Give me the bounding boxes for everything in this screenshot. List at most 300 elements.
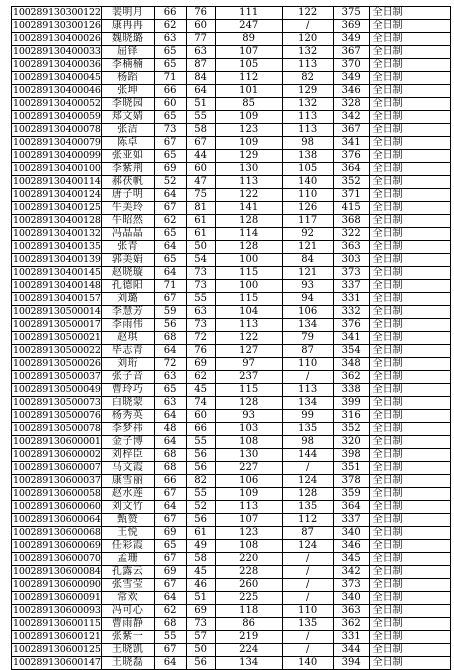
score-1-cell: 71 [154, 280, 186, 293]
candidate-name-cell: 张亚如 [101, 150, 154, 163]
score-2-cell: 51 [186, 592, 215, 605]
score-4-cell: 134 [282, 319, 333, 332]
score-4-cell: 94 [282, 293, 333, 306]
candidate-name-cell: 冯晶晶 [101, 228, 154, 241]
study-type-cell: 全日制 [369, 20, 450, 33]
score-3-cell: 220 [215, 553, 282, 566]
candidate-id-cell: 100289130400099 [13, 150, 101, 161]
study-type-cell: 全日制 [369, 631, 450, 644]
score-4-cell: 105 [282, 163, 333, 176]
candidate-id-cell: 100289130600125 [13, 644, 101, 655]
candidate-name-cell: 李雨伟 [101, 319, 154, 332]
score-2-cell: 63 [186, 306, 215, 319]
table-row [12, 618, 451, 631]
table-row [12, 98, 451, 111]
score-1-cell: 59 [154, 306, 186, 319]
score-2-cell: 45 [186, 566, 215, 579]
score-4-cell: 134 [282, 397, 333, 410]
score-1-cell: 69 [154, 163, 186, 176]
candidate-id-cell: 100289130500073 [13, 397, 101, 408]
score-1-cell: 66 [154, 85, 186, 98]
total-score-cell: 376 [333, 150, 369, 163]
score-4-cell: 120 [282, 33, 333, 46]
score-4-cell: 128 [282, 488, 333, 501]
candidate-id-cell: 100289130600069 [13, 540, 101, 551]
total-score-cell: 316 [333, 410, 369, 423]
score-3-cell: 103 [215, 423, 282, 436]
score-2-cell: 61 [186, 228, 215, 241]
table-row [12, 267, 451, 280]
table-row [12, 592, 451, 605]
total-score-cell: 331 [333, 293, 369, 306]
score-2-cell: 56 [186, 449, 215, 462]
table-row [12, 241, 451, 254]
score-2-cell: 81 [186, 202, 215, 215]
candidate-name-cell: 陈卓 [101, 137, 154, 150]
study-type-cell: 全日制 [369, 228, 450, 241]
score-2-cell: 87 [186, 59, 215, 72]
score-3-cell: 118 [215, 605, 282, 618]
score-2-cell: 72 [186, 332, 215, 345]
score-3-cell: 237 [215, 371, 282, 384]
score-3-cell: 114 [215, 228, 282, 241]
total-score-cell: 373 [333, 579, 369, 592]
score-3-cell: 113 [215, 501, 282, 514]
score-1-cell: 52 [154, 176, 186, 189]
score-2-cell: 60 [186, 163, 215, 176]
table-row [12, 293, 451, 306]
table-row [12, 345, 451, 358]
score-4-cell: / [282, 371, 333, 384]
score-1-cell: 63 [154, 397, 186, 410]
score-1-cell: 60 [154, 98, 186, 111]
candidate-name-cell: 马文霞 [101, 462, 154, 475]
score-2-cell: 73 [186, 280, 215, 293]
score-4-cell: 132 [282, 46, 333, 59]
candidate-name-cell: 王晓磊 [101, 657, 154, 670]
score-3-cell: 108 [215, 436, 282, 449]
score-3-cell: 129 [215, 150, 282, 163]
score-3-cell: 106 [215, 475, 282, 488]
score-3-cell: 111 [215, 7, 282, 20]
table-row [12, 657, 451, 670]
candidate-name-cell: 刘文竹 [101, 501, 154, 514]
total-score-cell: 394 [333, 657, 369, 670]
study-type-cell: 全日制 [369, 137, 450, 150]
candidate-id-cell: 100289130400079 [13, 137, 101, 148]
score-2-cell: 74 [186, 397, 215, 410]
table-row [12, 449, 451, 462]
table-row [12, 631, 451, 644]
table-row [12, 527, 451, 540]
score-2-cell: 69 [186, 605, 215, 618]
candidate-id-cell: 100289130600001 [13, 436, 101, 447]
score-4-cell: 135 [282, 423, 333, 436]
total-score-cell: 337 [333, 280, 369, 293]
score-1-cell: 62 [154, 20, 186, 33]
score-1-cell: 68 [154, 618, 186, 631]
study-type-cell: 全日制 [369, 449, 450, 462]
score-3-cell: 115 [215, 384, 282, 397]
candidate-id-cell: 100289130400114 [13, 176, 101, 187]
score-table-container [11, 6, 451, 670]
total-score-cell: 320 [333, 436, 369, 449]
score-3-cell: 101 [215, 85, 282, 98]
score-2-cell: 52 [186, 501, 215, 514]
score-1-cell: 72 [154, 358, 186, 371]
table-row [12, 514, 451, 527]
total-score-cell: 346 [333, 85, 369, 98]
score-2-cell: 61 [186, 527, 215, 540]
candidate-name-cell: 赵水莲 [101, 488, 154, 501]
candidate-id-cell: 100289130600091 [13, 592, 101, 603]
study-type-cell: 全日制 [369, 280, 450, 293]
score-1-cell: 63 [154, 371, 186, 384]
candidate-id-cell: 100289130400148 [13, 280, 101, 291]
score-1-cell: 65 [154, 540, 186, 553]
table-row [12, 579, 451, 592]
score-4-cell: 122 [282, 7, 333, 20]
study-type-cell: 全日制 [369, 267, 450, 280]
candidate-id-cell: 100289130600090 [13, 579, 101, 590]
table-row [12, 72, 451, 85]
study-type-cell: 全日制 [369, 618, 450, 631]
score-4-cell: 126 [282, 202, 333, 215]
candidate-name-cell: 刘珩 [101, 358, 154, 371]
candidate-id-cell: 100289130400026 [13, 33, 101, 44]
score-4-cell: 93 [282, 280, 333, 293]
score-4-cell: 140 [282, 657, 333, 670]
total-score-cell: 371 [333, 189, 369, 202]
score-1-cell: 67 [154, 514, 186, 527]
candidate-id-cell: 100289130500022 [13, 345, 101, 356]
score-3-cell: 127 [215, 345, 282, 358]
score-2-cell: 61 [186, 215, 215, 228]
candidate-name-cell: 甄赞 [101, 514, 154, 527]
table-row [12, 85, 451, 98]
candidate-id-cell: 100289130500026 [13, 358, 101, 369]
score-2-cell: 51 [186, 98, 215, 111]
score-2-cell: 55 [186, 111, 215, 124]
study-type-cell: 全日制 [369, 306, 450, 319]
score-3-cell: 100 [215, 254, 282, 267]
score-4-cell: 135 [282, 501, 333, 514]
candidate-name-cell: 李慧芳 [101, 306, 154, 319]
candidate-id-cell: 100289130400100 [13, 163, 101, 174]
score-1-cell: 64 [154, 592, 186, 605]
score-1-cell: 71 [154, 72, 186, 85]
score-4-cell: 110 [282, 189, 333, 202]
score-1-cell: 69 [154, 527, 186, 540]
candidate-name-cell: 康雪丽 [101, 475, 154, 488]
score-1-cell: 68 [154, 332, 186, 345]
score-1-cell: 64 [154, 241, 186, 254]
study-type-cell: 全日制 [369, 98, 450, 111]
score-4-cell: 87 [282, 345, 333, 358]
candidate-id-cell: 100289130600064 [13, 514, 101, 525]
score-4-cell: 110 [282, 605, 333, 618]
candidate-id-cell: 100289130500037 [13, 371, 101, 382]
study-type-cell: 全日制 [369, 514, 450, 527]
score-1-cell: 55 [154, 631, 186, 644]
total-score-cell: 373 [333, 267, 369, 280]
score-4-cell: 113 [282, 59, 333, 72]
score-3-cell: 128 [215, 241, 282, 254]
score-1-cell: 65 [154, 384, 186, 397]
score-4-cell: 124 [282, 475, 333, 488]
candidate-name-cell: 刘璐 [101, 293, 154, 306]
candidate-id-cell: 100289130400157 [13, 293, 101, 304]
table-row [12, 202, 451, 215]
score-4-cell: 84 [282, 254, 333, 267]
candidate-name-cell: 魏晓璐 [101, 33, 154, 46]
study-type-cell: 全日制 [369, 293, 450, 306]
total-score-cell: 376 [333, 319, 369, 332]
score-1-cell: 67 [154, 579, 186, 592]
score-2-cell: 60 [186, 410, 215, 423]
total-score-cell: 375 [333, 7, 369, 20]
candidate-name-cell: 刘梓臣 [101, 449, 154, 462]
score-4-cell: 121 [282, 267, 333, 280]
score-3-cell: 122 [215, 189, 282, 202]
score-2-cell: 44 [186, 150, 215, 163]
table-row [12, 163, 451, 176]
score-2-cell: 55 [186, 436, 215, 449]
table-row [12, 189, 451, 202]
table-row [12, 306, 451, 319]
total-score-cell: 352 [333, 423, 369, 436]
score-1-cell: 65 [154, 59, 186, 72]
score-1-cell: 65 [154, 111, 186, 124]
score-2-cell: 55 [186, 293, 215, 306]
score-2-cell: 45 [186, 384, 215, 397]
total-score-cell: 362 [333, 618, 369, 631]
candidate-id-cell: 100289130600037 [13, 475, 101, 486]
score-2-cell: 57 [186, 631, 215, 644]
score-1-cell: 63 [154, 33, 186, 46]
score-4-cell: / [282, 566, 333, 579]
candidate-id-cell: 100289130400139 [13, 254, 101, 265]
candidate-name-cell: 杨蹈 [101, 72, 154, 85]
study-type-cell: 全日制 [369, 7, 450, 20]
candidate-name-cell: 张坤 [101, 85, 154, 98]
score-1-cell: 67 [154, 644, 186, 657]
table-row [12, 397, 451, 410]
score-2-cell: 75 [186, 189, 215, 202]
study-type-cell: 全日制 [369, 345, 450, 358]
candidate-name-cell: 李晓园 [101, 98, 154, 111]
candidate-name-cell: 李楠楠 [101, 59, 154, 72]
score-1-cell: 64 [154, 410, 186, 423]
score-3-cell: 89 [215, 33, 282, 46]
score-1-cell: 65 [154, 254, 186, 267]
candidate-name-cell: 牛美玲 [101, 202, 154, 215]
score-4-cell: 144 [282, 449, 333, 462]
score-2-cell: 60 [186, 20, 215, 33]
score-2-cell: 69 [186, 358, 215, 371]
score-1-cell: 67 [154, 488, 186, 501]
score-4-cell: / [282, 592, 333, 605]
study-type-cell: 全日制 [369, 46, 450, 59]
score-3-cell: 123 [215, 124, 282, 137]
table-row [12, 215, 451, 228]
candidate-id-cell: 100289130400128 [13, 215, 101, 226]
candidate-name-cell: 曹玲巧 [101, 384, 154, 397]
candidate-name-cell: 赵琪 [101, 332, 154, 345]
score-3-cell: 115 [215, 293, 282, 306]
candidate-id-cell: 100289130400036 [13, 59, 101, 70]
score-3-cell: 107 [215, 514, 282, 527]
total-score-cell: 342 [333, 566, 369, 579]
table-row [12, 371, 451, 384]
total-score-cell: 332 [333, 306, 369, 319]
score-1-cell: 68 [154, 462, 186, 475]
total-score-cell: 363 [333, 241, 369, 254]
score-3-cell: 130 [215, 449, 282, 462]
candidate-name-cell: 李梦祎 [101, 423, 154, 436]
total-score-cell: 341 [333, 332, 369, 345]
score-2-cell: 56 [186, 657, 215, 670]
score-1-cell: 62 [154, 605, 186, 618]
candidate-id-cell: 100289130600068 [13, 527, 101, 538]
score-1-cell: 65 [154, 228, 186, 241]
score-4-cell: 106 [282, 306, 333, 319]
table-row [12, 423, 451, 436]
total-score-cell: 364 [333, 501, 369, 514]
score-4-cell: 113 [282, 111, 333, 124]
score-2-cell: 63 [186, 46, 215, 59]
table-row [12, 150, 451, 163]
score-3-cell: 130 [215, 163, 282, 176]
score-2-cell: 50 [186, 644, 215, 657]
score-1-cell: 67 [154, 553, 186, 566]
score-3-cell: 109 [215, 137, 282, 150]
candidate-id-cell: 100289130400132 [13, 228, 101, 239]
total-score-cell: 370 [333, 59, 369, 72]
candidate-name-cell: 冯可心 [101, 605, 154, 618]
candidate-name-cell: 王晓凯 [101, 644, 154, 657]
score-1-cell: 62 [154, 215, 186, 228]
table-row [12, 462, 451, 475]
total-score-cell: 368 [333, 215, 369, 228]
score-4-cell: 110 [282, 358, 333, 371]
score-2-cell: 62 [186, 371, 215, 384]
study-type-cell: 全日制 [369, 397, 450, 410]
table-row [12, 475, 451, 488]
table-row [12, 7, 451, 20]
score-3-cell: 112 [215, 72, 282, 85]
total-score-cell: 349 [333, 72, 369, 85]
score-4-cell: 79 [282, 332, 333, 345]
candidate-id-cell: 100289130400078 [13, 124, 101, 135]
candidate-name-cell: 白晓蒙 [101, 397, 154, 410]
score-2-cell: 66 [186, 423, 215, 436]
score-2-cell: 76 [186, 345, 215, 358]
score-4-cell: 135 [282, 618, 333, 631]
score-1-cell: 67 [154, 293, 186, 306]
score-3-cell: 128 [215, 397, 282, 410]
score-4-cell: / [282, 579, 333, 592]
score-3-cell: 97 [215, 358, 282, 371]
total-score-cell: 346 [333, 540, 369, 553]
candidate-name-cell: 金子博 [101, 436, 154, 449]
total-score-cell: 415 [333, 202, 369, 215]
total-score-cell: 364 [333, 163, 369, 176]
score-2-cell: 73 [186, 319, 215, 332]
score-4-cell: 117 [282, 215, 333, 228]
score-3-cell: 115 [215, 267, 282, 280]
score-3-cell: 108 [215, 540, 282, 553]
table-row [12, 124, 451, 137]
study-type-cell: 全日制 [369, 59, 450, 72]
table-row [12, 410, 451, 423]
study-type-cell: 全日制 [369, 215, 450, 228]
table-row [12, 137, 451, 150]
score-4-cell: 98 [282, 137, 333, 150]
score-4-cell: 99 [282, 410, 333, 423]
candidate-name-cell: 常欢 [101, 592, 154, 605]
score-3-cell: 128 [215, 215, 282, 228]
study-type-cell: 全日制 [369, 410, 450, 423]
study-type-cell: 全日制 [369, 111, 450, 124]
study-type-cell: 全日制 [369, 644, 450, 657]
score-1-cell: 48 [154, 423, 186, 436]
score-3-cell: 134 [215, 657, 282, 670]
study-type-cell: 全日制 [369, 579, 450, 592]
study-type-cell: 全日制 [369, 358, 450, 371]
score-4-cell: 98 [282, 436, 333, 449]
study-type-cell: 全日制 [369, 332, 450, 345]
study-type-cell: 全日制 [369, 423, 450, 436]
candidate-name-cell: 杨秀英 [101, 410, 154, 423]
score-1-cell: 64 [154, 345, 186, 358]
table-row [12, 384, 451, 397]
candidate-id-cell: 100289130500017 [13, 319, 101, 330]
candidate-name-cell: 任彩霞 [101, 540, 154, 553]
score-2-cell: 84 [186, 72, 215, 85]
score-3-cell: 104 [215, 306, 282, 319]
candidate-id-cell: 100289130400059 [13, 111, 101, 122]
score-3-cell: 109 [215, 488, 282, 501]
score-3-cell: 123 [215, 527, 282, 540]
score-4-cell: / [282, 20, 333, 33]
score-4-cell: 129 [282, 85, 333, 98]
study-type-cell: 全日制 [369, 475, 450, 488]
candidate-id-cell: 100289130400033 [13, 46, 101, 57]
score-2-cell: 73 [186, 618, 215, 631]
candidate-name-cell: 张洁 [101, 124, 154, 137]
total-score-cell: 352 [333, 176, 369, 189]
study-type-cell: 全日制 [369, 527, 450, 540]
score-2-cell: 46 [186, 579, 215, 592]
study-type-cell: 全日制 [369, 488, 450, 501]
score-3-cell: 225 [215, 592, 282, 605]
candidate-name-cell: 张青 [101, 241, 154, 254]
score-4-cell: 138 [282, 150, 333, 163]
table-row [12, 46, 451, 59]
score-1-cell: 64 [154, 657, 186, 670]
study-type-cell: 全日制 [369, 501, 450, 514]
score-4-cell: 113 [282, 124, 333, 137]
candidate-name-cell: 张子音 [101, 371, 154, 384]
table-row [12, 228, 451, 241]
study-type-cell: 全日制 [369, 163, 450, 176]
score-3-cell: 85 [215, 98, 282, 111]
candidate-name-cell: 牛昭然 [101, 215, 154, 228]
score-1-cell: 66 [154, 475, 186, 488]
score-table [11, 6, 451, 670]
score-4-cell: / [282, 644, 333, 657]
